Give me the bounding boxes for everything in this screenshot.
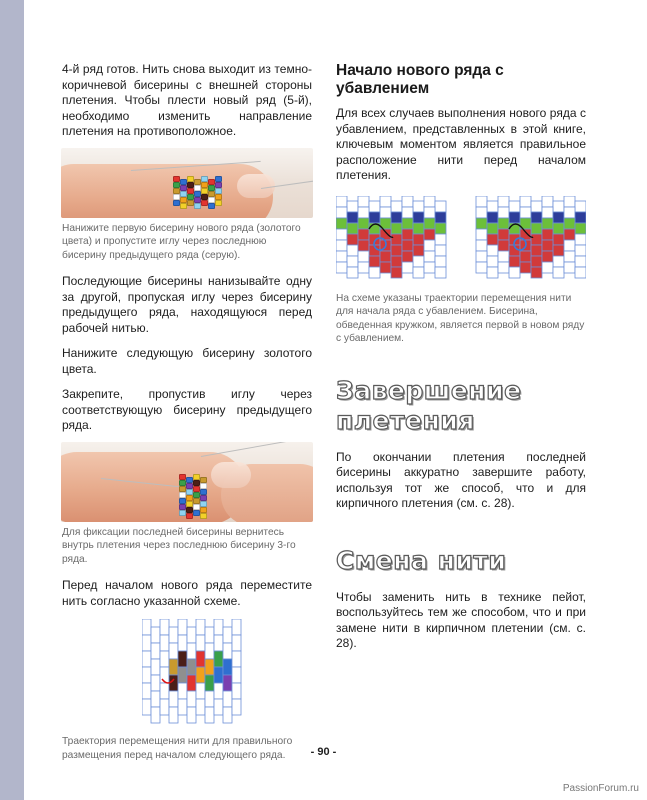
- peyote-grid-diagram: [142, 619, 242, 729]
- grid-bead: [553, 212, 564, 223]
- grid-bead: [413, 267, 424, 278]
- bead: [208, 191, 215, 197]
- grid-bead: [435, 267, 446, 278]
- bead: [200, 483, 207, 489]
- bead: [208, 197, 215, 203]
- grid-bead: [413, 212, 424, 223]
- grid-bead: [476, 229, 487, 240]
- grid-bead: [347, 245, 358, 256]
- grid-bead: [413, 256, 424, 267]
- bead: [187, 188, 194, 194]
- grid-bead: [476, 196, 487, 207]
- bead: [186, 477, 193, 483]
- grid-bead: [424, 251, 435, 262]
- grid-bead: [223, 659, 232, 675]
- grid-bead: [498, 218, 509, 229]
- grid-bead: [575, 223, 586, 234]
- grid-bead: [347, 223, 358, 234]
- page-edge-band: [0, 0, 24, 800]
- grid-bead: [196, 699, 205, 715]
- grid-bead: [223, 643, 232, 659]
- bead: [179, 486, 186, 492]
- photo-first-bead: [61, 148, 313, 218]
- bead: [187, 182, 194, 188]
- grid-bead: [413, 245, 424, 256]
- grid-bead: [391, 267, 402, 278]
- grid-bead: [402, 218, 413, 229]
- grid-bead: [435, 212, 446, 223]
- grid-bead: [391, 201, 402, 212]
- grid-bead: [553, 201, 564, 212]
- grid-bead: [380, 251, 391, 262]
- left-paragraph-3: Нанижите следующую бисерину золотого цвета.: [62, 346, 312, 376]
- grid-bead: [413, 234, 424, 245]
- grid-bead: [369, 267, 380, 278]
- grid-bead: [214, 635, 223, 651]
- bead: [193, 474, 200, 480]
- grid-bead: [187, 691, 196, 707]
- heading-finishing: Завершение плетения: [336, 375, 522, 435]
- grid-bead: [369, 201, 380, 212]
- grid-bead: [509, 212, 520, 223]
- left-paragraph-1: 4-й ряд готов. Нить снова выходит из темно-коричневой бисерины с внешней стороны плетения. Чтобы плести новый ряд (5-й), необходимо изменить направление плетения на противоположное.: [62, 62, 312, 138]
- grid-bead: [542, 229, 553, 240]
- bead: [186, 483, 193, 489]
- grid-bead: [169, 643, 178, 659]
- grid-bead: [151, 659, 160, 675]
- grid-bead: [487, 245, 498, 256]
- bead: [186, 495, 193, 501]
- grid-bead: [223, 675, 232, 691]
- grid-bead: [232, 699, 241, 715]
- grid-bead: [223, 627, 232, 643]
- grid-bead: [575, 267, 586, 278]
- bead: [179, 510, 186, 516]
- grid-bead: [391, 223, 402, 234]
- grid-bead: [196, 635, 205, 651]
- grid-bead: [487, 223, 498, 234]
- grid-bead: [142, 667, 151, 683]
- bead: [179, 504, 186, 510]
- grid-bead: [223, 707, 232, 723]
- bead: [193, 486, 200, 492]
- watermark: PassionForum.ru: [562, 783, 639, 794]
- bead: [215, 188, 222, 194]
- grid-bead: [336, 240, 347, 251]
- grid-bead: [531, 223, 542, 234]
- grid-bead: [402, 240, 413, 251]
- bead: [186, 489, 193, 495]
- grid-bead: [336, 196, 347, 207]
- grid-bead: [142, 699, 151, 715]
- left-caption-2: Для фиксации последней бисерины вернитесь внутрь плетения через последнюю бисерину 3-го ряда.: [62, 526, 296, 565]
- grid-bead: [187, 707, 196, 723]
- grid-bead: [358, 196, 369, 207]
- bead: [193, 510, 200, 516]
- grid-bead: [187, 643, 196, 659]
- grid-bead: [196, 667, 205, 683]
- diagram-decrease: [336, 196, 586, 286]
- grid-bead: [553, 267, 564, 278]
- grid-bead: [380, 262, 391, 273]
- grid-bead: [435, 223, 446, 234]
- bead: [215, 182, 222, 188]
- grid-bead: [151, 643, 160, 659]
- grid-bead: [402, 262, 413, 273]
- grid-bead: [169, 659, 178, 675]
- bead: [200, 495, 207, 501]
- heading-thread-change: Смена нити: [336, 545, 507, 575]
- grid-bead: [424, 218, 435, 229]
- grid-bead: [160, 699, 169, 715]
- grid-bead: [347, 234, 358, 245]
- grid-bead: [391, 234, 402, 245]
- grid-bead: [187, 659, 196, 675]
- grid-bead: [531, 234, 542, 245]
- grid-bead: [178, 651, 187, 667]
- grid-bead: [178, 667, 187, 683]
- bead: [200, 501, 207, 507]
- bead: [173, 188, 180, 194]
- decrease-grid-diagram: [336, 196, 586, 286]
- grid-bead: [151, 675, 160, 691]
- bead: [186, 507, 193, 513]
- grid-bead: [232, 619, 241, 635]
- grid-bead: [336, 207, 347, 218]
- left-caption-1: Нанижите первую бисерину нового ряда (золотого цвета) и пропустите иглу через последнюю бисерину предыдущего ряда (серую).: [62, 222, 301, 261]
- grid-bead: [358, 229, 369, 240]
- grid-bead: [564, 251, 575, 262]
- grid-bead: [151, 691, 160, 707]
- bead: [180, 179, 187, 185]
- grid-bead: [160, 667, 169, 683]
- grid-bead: [214, 667, 223, 683]
- grid-bead: [336, 229, 347, 240]
- left-paragraph-2: Последующие бисерины нанизывайте одну за другой, пропуская иглу через бисерину предыдущего ряда, находящуюся перед рабочей нитью.: [62, 274, 312, 335]
- grid-bead: [358, 240, 369, 251]
- grid-bead: [498, 207, 509, 218]
- grid-bead: [564, 240, 575, 251]
- bead: [179, 498, 186, 504]
- grid-bead: [142, 619, 151, 635]
- grid-bead: [391, 212, 402, 223]
- bead: [173, 176, 180, 182]
- grid-bead: [205, 675, 214, 691]
- grid-bead: [553, 234, 564, 245]
- right-paragraph-3: Чтобы заменить нить в технике пейот, воспользуйтесь тем же способом, что и при замене нити в кирпичном плетении (см. с. 28).: [336, 589, 586, 650]
- grid-bead: [358, 262, 369, 273]
- grid-bead: [413, 201, 424, 212]
- grid-bead: [187, 675, 196, 691]
- grid-bead: [205, 643, 214, 659]
- grid-bead: [169, 627, 178, 643]
- grid-bead: [358, 218, 369, 229]
- grid-bead: [424, 262, 435, 273]
- grid-bead: [520, 207, 531, 218]
- bead: [194, 185, 201, 191]
- bead: [201, 200, 208, 206]
- grid-bead: [476, 251, 487, 262]
- grid-bead: [476, 240, 487, 251]
- grid-bead: [542, 240, 553, 251]
- grid-bead: [358, 251, 369, 262]
- bead: [194, 179, 201, 185]
- grid-bead: [196, 619, 205, 635]
- grid-bead: [402, 207, 413, 218]
- grid-bead: [205, 627, 214, 643]
- bead: [187, 194, 194, 200]
- right-paragraph-2: По окончании плетения последней бисерины аккуратно завершите работу, используя тот же способ, что и для кирпичного плетения (см. с. 28).: [336, 449, 586, 510]
- grid-bead: [151, 627, 160, 643]
- bead: [208, 179, 215, 185]
- bead: [194, 203, 201, 209]
- bead: [186, 513, 193, 519]
- grid-bead: [402, 251, 413, 262]
- grid-bead: [380, 207, 391, 218]
- bead: [215, 176, 222, 182]
- grid-bead: [178, 683, 187, 699]
- grid-bead: [531, 245, 542, 256]
- bead: [186, 501, 193, 507]
- bead: [201, 182, 208, 188]
- grid-bead: [531, 267, 542, 278]
- grid-bead: [424, 229, 435, 240]
- bead: [208, 185, 215, 191]
- left-caption-3: Траектория перемещения нити для правильного размещения перед началом следующего ряда.: [62, 736, 293, 761]
- grid-bead: [542, 207, 553, 218]
- grid-bead: [232, 635, 241, 651]
- grid-bead: [531, 256, 542, 267]
- bead: [187, 176, 194, 182]
- grid-bead: [435, 245, 446, 256]
- grid-bead: [564, 229, 575, 240]
- grid-bead: [542, 196, 553, 207]
- grid-bead: [435, 256, 446, 267]
- grid-bead: [214, 619, 223, 635]
- grid-bead: [520, 196, 531, 207]
- bead: [201, 188, 208, 194]
- grid-bead: [187, 627, 196, 643]
- diagram-thread-path: [142, 619, 312, 729]
- bead: [201, 194, 208, 200]
- bead: [180, 185, 187, 191]
- grid-bead: [214, 683, 223, 699]
- grid-bead: [564, 262, 575, 273]
- grid-bead: [336, 218, 347, 229]
- grid-bead: [487, 267, 498, 278]
- grid-bead: [347, 201, 358, 212]
- grid-bead: [476, 218, 487, 229]
- bead: [193, 492, 200, 498]
- grid-bead: [498, 262, 509, 273]
- grid-bead: [476, 262, 487, 273]
- bead: [193, 504, 200, 510]
- bead: [179, 480, 186, 486]
- grid-bead: [520, 251, 531, 262]
- grid-bead: [142, 635, 151, 651]
- bead: [180, 191, 187, 197]
- grid-bead: [232, 667, 241, 683]
- grid-bead: [424, 196, 435, 207]
- grid-bead: [369, 256, 380, 267]
- grid-bead: [553, 223, 564, 234]
- grid-bead: [178, 619, 187, 635]
- grid-bead: [575, 256, 586, 267]
- grid-bead: [509, 256, 520, 267]
- bead: [200, 507, 207, 513]
- grid-bead: [402, 229, 413, 240]
- right-paragraph-1: Для всех случаев выполнения нового ряда с убавлением, представленных в этой книге, ключевым моментом является правильное расположение нити перед началом плетения.: [336, 106, 586, 182]
- grid-bead: [169, 691, 178, 707]
- grid-bead: [520, 262, 531, 273]
- grid-bead: [160, 683, 169, 699]
- grid-bead: [169, 707, 178, 723]
- bead: [215, 194, 222, 200]
- grid-bead: [336, 251, 347, 262]
- grid-bead: [564, 218, 575, 229]
- grid-bead: [476, 207, 487, 218]
- grid-bead: [196, 651, 205, 667]
- bead: [173, 194, 180, 200]
- grid-bead: [531, 201, 542, 212]
- grid-bead: [542, 218, 553, 229]
- page-number: - 90 -: [310, 746, 337, 758]
- bead: [187, 200, 194, 206]
- right-caption-1: На схеме указаны траектории перемещения нити для начала ряда с убавлением. Бисерина, обведенная кружком, является первой в новом ряду с убавлением.: [336, 292, 585, 344]
- grid-bead: [232, 683, 241, 699]
- grid-bead: [487, 201, 498, 212]
- grid-bead: [564, 207, 575, 218]
- bead: [173, 182, 180, 188]
- grid-bead: [435, 201, 446, 212]
- grid-bead: [380, 196, 391, 207]
- grid-bead: [553, 256, 564, 267]
- grid-bead: [435, 234, 446, 245]
- grid-bead: [178, 635, 187, 651]
- grid-bead: [160, 635, 169, 651]
- left-paragraph-5: Перед началом нового ряда переместите нить согласно указанной схеме.: [62, 578, 312, 608]
- grid-bead: [575, 201, 586, 212]
- grid-bead: [178, 699, 187, 715]
- grid-bead: [498, 240, 509, 251]
- grid-bead: [347, 267, 358, 278]
- bead: [200, 477, 207, 483]
- grid-bead: [424, 207, 435, 218]
- bead: [194, 197, 201, 203]
- grid-bead: [369, 212, 380, 223]
- grid-bead: [391, 256, 402, 267]
- grid-bead: [151, 707, 160, 723]
- grid-bead: [413, 223, 424, 234]
- grid-bead: [542, 251, 553, 262]
- grid-bead: [509, 201, 520, 212]
- grid-bead: [214, 699, 223, 715]
- grid-bead: [564, 196, 575, 207]
- grid-bead: [223, 691, 232, 707]
- grid-bead: [160, 651, 169, 667]
- grid-bead: [509, 267, 520, 278]
- grid-bead: [232, 651, 241, 667]
- grid-bead: [498, 229, 509, 240]
- photo-fix-last-bead: [61, 442, 313, 522]
- grid-bead: [196, 683, 205, 699]
- bead: [180, 197, 187, 203]
- heading-decrease-row: Начало нового ряда с убавлением: [336, 62, 504, 97]
- grid-bead: [424, 240, 435, 251]
- grid-bead: [347, 212, 358, 223]
- grid-bead: [575, 245, 586, 256]
- grid-bead: [575, 234, 586, 245]
- grid-bead: [142, 683, 151, 699]
- grid-bead: [347, 256, 358, 267]
- grid-bead: [487, 234, 498, 245]
- left-column: [62, 62, 312, 762]
- bead: [200, 513, 207, 519]
- bead: [180, 203, 187, 209]
- right-column: [336, 62, 586, 652]
- grid-bead: [205, 659, 214, 675]
- grid-bead: [575, 212, 586, 223]
- bead: [200, 489, 207, 495]
- bead: [179, 474, 186, 480]
- grid-bead: [487, 212, 498, 223]
- grid-bead: [142, 651, 151, 667]
- bead: [193, 480, 200, 486]
- bead: [215, 200, 222, 206]
- left-paragraph-4: Закрепите, пропустив иглу через соответствующую бисерину предыдущего ряда.: [62, 387, 312, 432]
- bead: [193, 498, 200, 504]
- grid-bead: [205, 707, 214, 723]
- grid-bead: [553, 245, 564, 256]
- grid-bead: [160, 619, 169, 635]
- bead: [194, 191, 201, 197]
- grid-bead: [391, 245, 402, 256]
- grid-bead: [205, 691, 214, 707]
- bead: [208, 203, 215, 209]
- grid-bead: [214, 651, 223, 667]
- grid-bead: [542, 262, 553, 273]
- grid-bead: [498, 251, 509, 262]
- bead: [179, 492, 186, 498]
- grid-bead: [336, 262, 347, 273]
- bead: [173, 200, 180, 206]
- grid-bead: [531, 212, 542, 223]
- grid-bead: [358, 207, 369, 218]
- grid-bead: [402, 196, 413, 207]
- bead: [201, 176, 208, 182]
- grid-bead: [498, 196, 509, 207]
- grid-bead: [487, 256, 498, 267]
